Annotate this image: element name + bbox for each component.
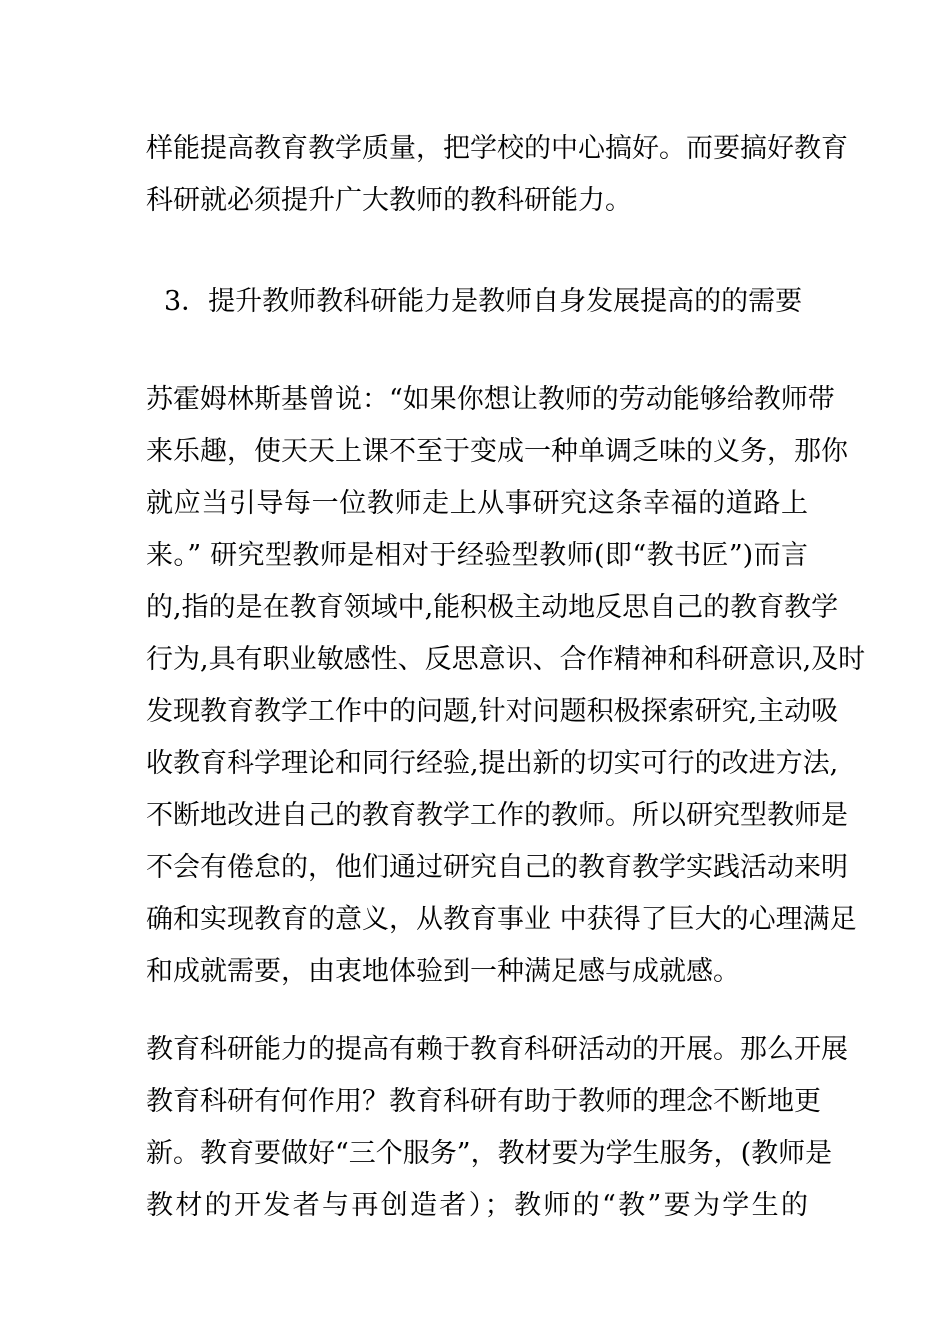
- paragraph-line: 样能提高教育教学质量，把学校的中心搞好。而要搞好教育: [146, 133, 848, 164]
- paragraph-line: 和成就需要，由衷地体验到一种满足感与成就感。: [146, 956, 740, 987]
- paragraph-line: 就应当引导每一位教师走上从事研究这条幸福的道路上: [146, 488, 808, 519]
- paragraph-line: 苏霍姆林斯基曾说：“如果你想让教师的劳动能够给教师带: [146, 384, 835, 415]
- paragraph-line: 收教育科学理论和同行经验,提出新的切实可行的改进方法,: [146, 748, 839, 779]
- paragraph-line: 教育科研能力的提高有赖于教育科研活动的开展。那么开展: [146, 1034, 848, 1065]
- paragraph-line: 不断地改进自己的教育教学工作的教师。所以研究型教师是: [146, 800, 848, 831]
- paragraph-line: 发现教育教学工作中的问题,针对问题积极探索研究,主动吸: [146, 696, 839, 727]
- paragraph-line: 来。” 研究型教师是相对于经验型教师(即“教书匠”)而言: [146, 540, 808, 571]
- paragraph-line: 新。教育要做好“三个服务”，教材要为学生服务，(教师是: [146, 1138, 833, 1169]
- paragraph-line: 不会有倦怠的，他们通过研究自己的教育教学实践活动来明: [146, 852, 848, 883]
- paragraph-line: 来乐趣，使天天上课不至于变成一种单调乏味的义务，那你: [146, 436, 848, 467]
- paragraph-line: 确和实现教育的意义，从教育事业 中获得了巨大的心理满足: [146, 904, 857, 935]
- paragraph-line: 科研就必须提升广大教师的教科研能力。: [146, 185, 632, 216]
- section-heading: 3．提升教师教科研能力是教师自身发展提高的的需要: [164, 286, 803, 317]
- paragraph-line: 行为,具有职业敏感性、反思意识、合作精神和科研意识,及时: [146, 644, 866, 675]
- paragraph-line: 教材的开发者与再创造者）；教师的“教”要为学生的: [146, 1190, 808, 1221]
- paragraph-3: [146, 1024, 848, 1232]
- paragraph-1: [146, 123, 848, 227]
- paragraph-line: 的,指的是在教育领域中,能积极主动地反思自己的教育教学: [146, 592, 839, 623]
- paragraph-2: [146, 374, 866, 998]
- paragraph-line: 教育科研有何作用？教育科研有助于教师的理念不断地更: [146, 1086, 821, 1117]
